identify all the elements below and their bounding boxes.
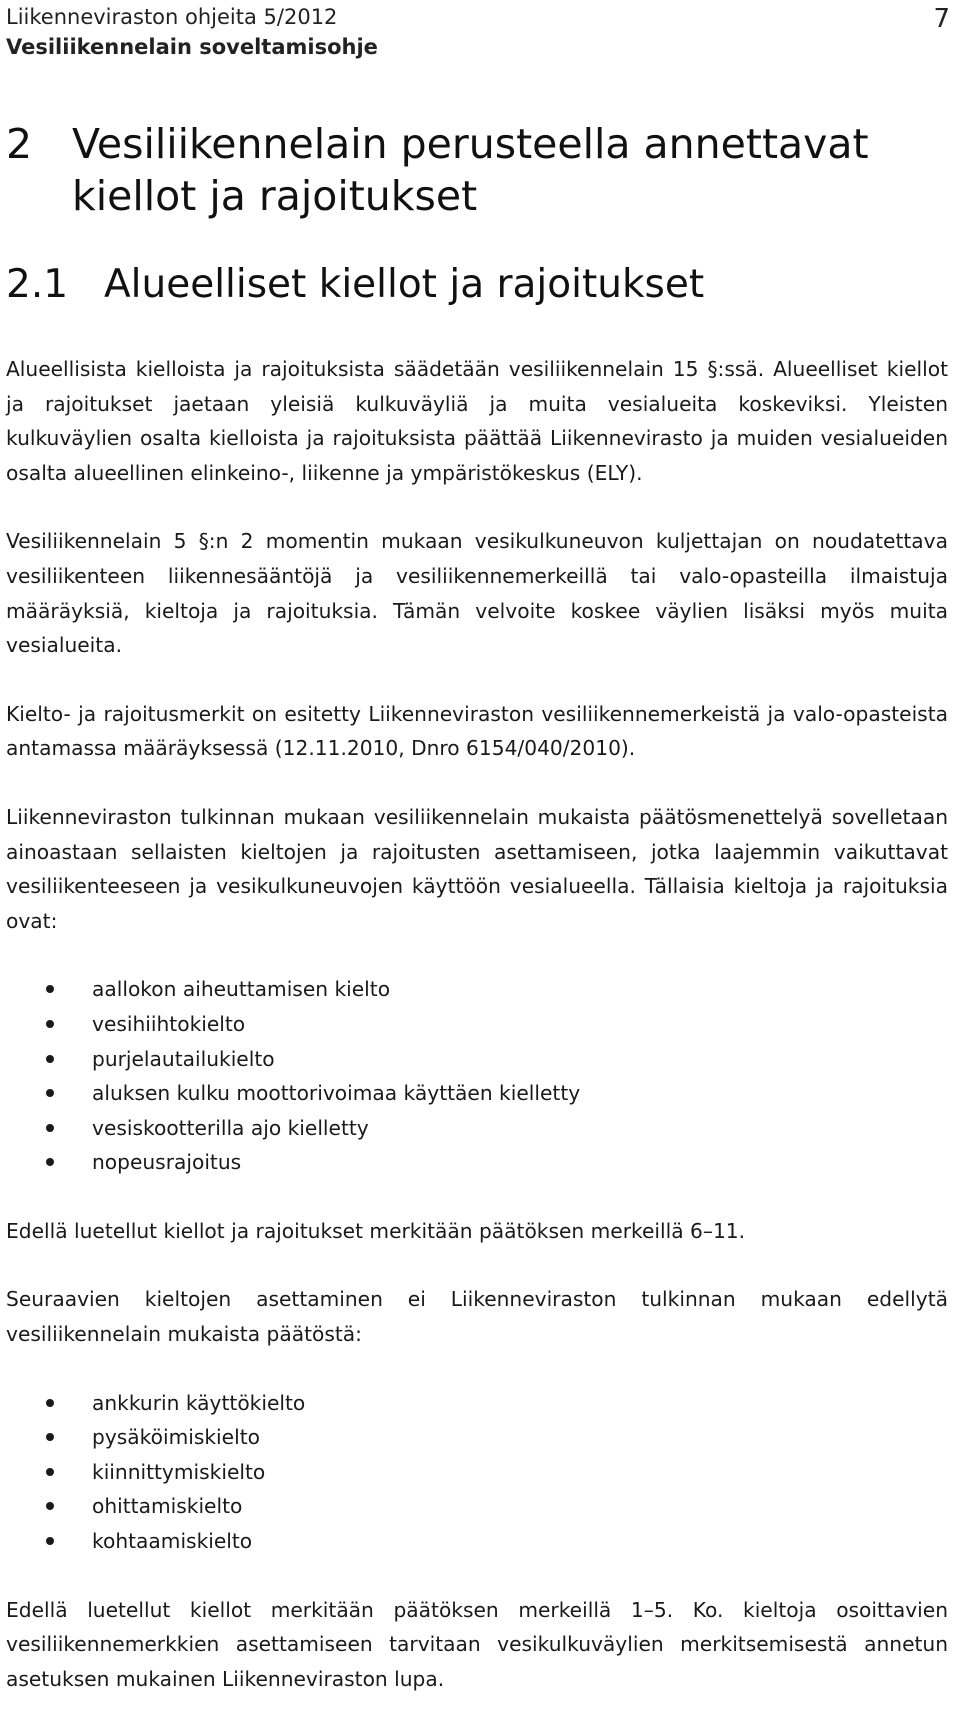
section-number: 2.1 bbox=[6, 262, 69, 307]
paragraph: Vesiliikennelain 5 §:n 2 momentin mukaan vesikulkuneuvon kuljettajan on noudatettava vesiliikenteen liikennesääntöjä ja vesiliikennemerkeillä tai valo-opasteilla ilmaistuja määräyksiä, kieltoja ja rajoituksia. Tämän velvoite koskee väylien lisäksi myös muita vesialueita. bbox=[6, 529, 948, 658]
list-item bbox=[6, 1455, 948, 1490]
bullet-icon bbox=[46, 1158, 54, 1166]
list-item-text: aallokon aiheuttamisen kielto bbox=[92, 977, 391, 1002]
running-header bbox=[6, 2, 952, 62]
publication-series: Liikenneviraston ohjeita 5/2012 bbox=[6, 5, 338, 29]
section-heading bbox=[6, 260, 704, 310]
body-text bbox=[6, 352, 948, 1730]
paragraph: Kielto- ja rajoitusmerkit on esitetty Liikenneviraston vesiliikennemerkeistä ja valo-opasteista antamassa määräyksessä (12.11.2010, Dnro 6154/040/2010). bbox=[6, 701, 948, 761]
list-item bbox=[6, 972, 948, 1007]
bullet-icon bbox=[46, 1537, 54, 1545]
paragraph: Seuraavien kieltojen asettaminen ei Liikenneviraston tulkinnan mukaan edellytä vesiliikennelain mukaista päätöstä: bbox=[6, 1287, 948, 1347]
list-item bbox=[6, 1145, 948, 1180]
paragraph: Alueellisista kielloista ja rajoituksista säädetään vesiliikennelain 15 §:ssä. Alueelliset kiellot ja rajoitukset jaetaan yleisiä kulkuväyliä ja muita vesialueita koskeviksi. Yleisten kulkuväylien osalta kielloista ja rajoituksista päättää Liikennevirasto ja muiden vesialueiden osalta alueellinen elinkeino-, liikenne ja ympäristökeskus (ELY). bbox=[6, 357, 948, 485]
page-number: 7 bbox=[933, 4, 950, 34]
list-item-text: kohtaamiskielto bbox=[92, 1529, 253, 1554]
bullet-icon bbox=[46, 1055, 54, 1063]
bullet-icon bbox=[46, 1502, 54, 1510]
paragraph: Edellä luetellut kiellot merkitään päätöksen merkeillä 1–5. Ko. kieltoja osoittavien vesiliikennemerkkien asettamiseen tarvitaan vesikulkuväylien merkitsemisestä annetun asetuksen mukainen Liikenneviraston lupa. bbox=[6, 1597, 948, 1691]
list-item bbox=[6, 1524, 948, 1559]
bullet-icon bbox=[46, 1089, 54, 1097]
list-item-text: purjelautailukielto bbox=[92, 1046, 275, 1071]
non-decision-prohibitions-list bbox=[6, 1386, 948, 1559]
list-item-text: vesiskootterilla ajo kielletty bbox=[92, 1115, 369, 1140]
list-item-text: kiinnittymiskielto bbox=[92, 1459, 266, 1484]
chapter-title: Vesiliikennelain perusteella annettavat kiellot ja rajoitukset bbox=[72, 120, 869, 220]
chapter-heading bbox=[6, 118, 912, 222]
list-item-text: aluksen kulku moottorivoimaa käyttäen kielletty bbox=[92, 1081, 581, 1106]
list-item-text: pysäköimiskielto bbox=[92, 1425, 260, 1450]
list-item bbox=[6, 1042, 948, 1077]
bullet-icon bbox=[46, 1433, 54, 1441]
list-item-text: nopeusrajoitus bbox=[92, 1150, 242, 1175]
list-item-text: ohittamiskielto bbox=[92, 1494, 243, 1519]
bullet-icon bbox=[46, 1399, 54, 1407]
bullet-icon bbox=[46, 1124, 54, 1132]
chapter-number: 2 bbox=[6, 120, 33, 168]
list-item-text: ankkurin käyttökielto bbox=[92, 1390, 306, 1415]
paragraph: Edellä luetellut kiellot ja rajoitukset merkitään päätöksen merkeillä 6–11. bbox=[6, 1218, 746, 1243]
document-title: Vesiliikennelain soveltamisohje bbox=[6, 35, 378, 59]
list-item bbox=[6, 1489, 948, 1524]
prohibitions-list bbox=[6, 972, 948, 1180]
bullet-icon bbox=[46, 1468, 54, 1476]
list-item bbox=[6, 1386, 948, 1421]
list-item bbox=[6, 1111, 948, 1146]
list-item bbox=[6, 1076, 948, 1111]
list-item-text: vesihiihtokielto bbox=[92, 1011, 246, 1036]
section-title: Alueelliset kiellot ja rajoitukset bbox=[104, 262, 705, 307]
bullet-icon bbox=[46, 985, 54, 993]
paragraph: Liikenneviraston tulkinnan mukaan vesiliikennelain mukaista päätösmenettelyä sovelletaan ainoastaan sellaisten kieltojen ja rajoitusten asettamiseen, jotka laajemmin vaikuttavat vesiliikenteeseen ja vesikulkuneuvojen käyttöön vesialueella. Tällaisia kieltoja ja rajoituksia ovat: bbox=[6, 804, 948, 933]
list-item bbox=[6, 1420, 948, 1455]
bullet-icon bbox=[46, 1020, 54, 1028]
list-item bbox=[6, 1007, 948, 1042]
